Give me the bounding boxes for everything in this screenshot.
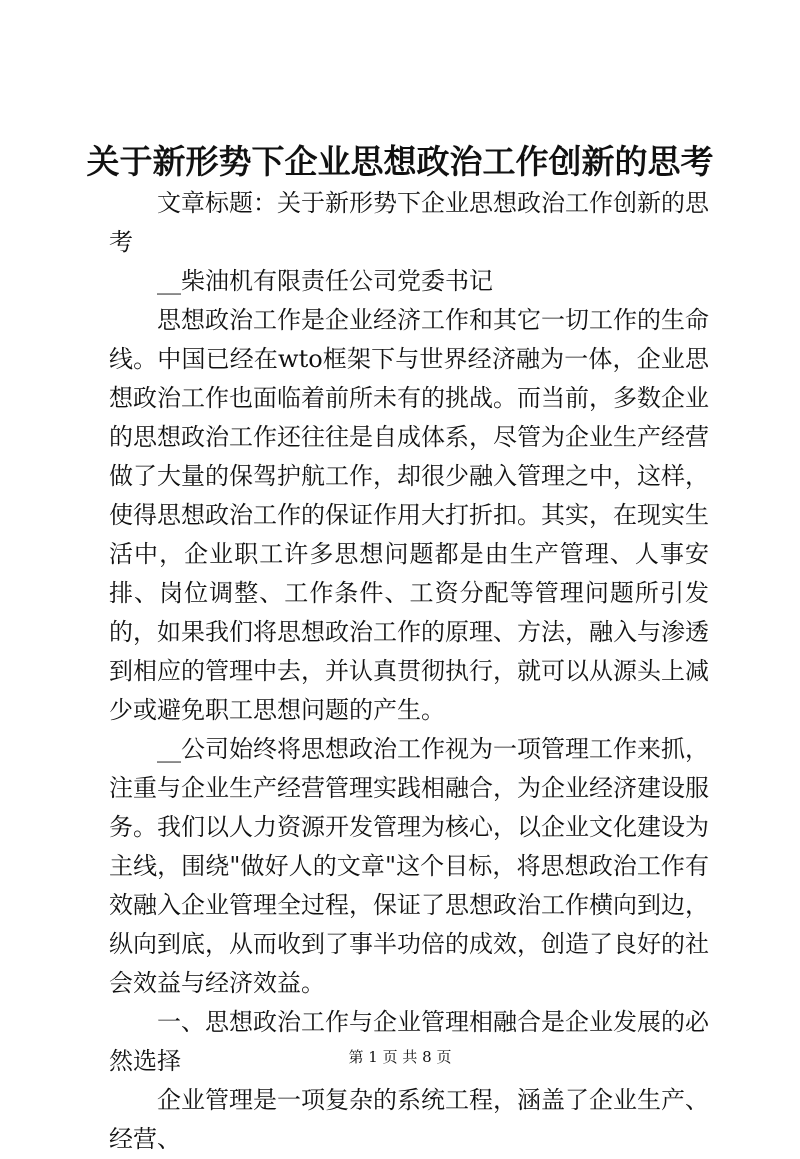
article-title-line: 文章标题：关于新形势下企业思想政治工作创新的思考 <box>109 189 709 256</box>
paragraph-intro: 思想政治工作是企业经济工作和其它一切工作的生命线。中国已经在wto框架下与世界经济融为一体，企业思想政治工作也面临着前所未有的挑战。而当前，多数企业的思想政治工作还往往是自成体系，尽管为企业生产经营做了大量的保驾护航工作，却很少融入管理之中，这样，使得思想政治工作的保证作用大打折扣。其实，在现实生活中，企业职工许多思想问题都是由生产管理、人事安排、岗位调整、工作条件、工资分配等管理问题所引发的，如果我们将思想政治工作的原理、方法，融入与渗透到相应的管理中去，并认真贯彻执行，就可以从源头上减少或避免职工思想问题的产生。 <box>109 306 709 724</box>
page-number-footer: 第 1 页 共 8 页 <box>348 1048 452 1066</box>
section-heading-1: 一、思想政治工作与企业管理相融合是企业发展的必然选择 <box>109 1008 709 1075</box>
paragraph-company: __公司始终将思想政治工作视为一项管理工作来抓，注重与企业生产经营管理实践相融合，为企业经济建设服务。我们以人力资源开发管理为核心，以企业文化建设为主线，围绕"做好人的文章"这个目标，将思想政治工作有效融入企业管理全过程，保证了思想政治工作横向到边，纵向到底，从而收到了事半功倍的成效，创造了良好的社会效益与经济效益。 <box>109 735 709 997</box>
paragraph-section-1: 企业管理是一项复杂的系统工程，涵盖了企业生产、经营、 <box>109 1086 709 1153</box>
document-title: 关于新形势下企业思想政治工作创新的思考 <box>86 142 714 181</box>
author-line: __柴油机有限责任公司党委书记 <box>157 267 493 295</box>
document-body <box>109 184 709 1159</box>
